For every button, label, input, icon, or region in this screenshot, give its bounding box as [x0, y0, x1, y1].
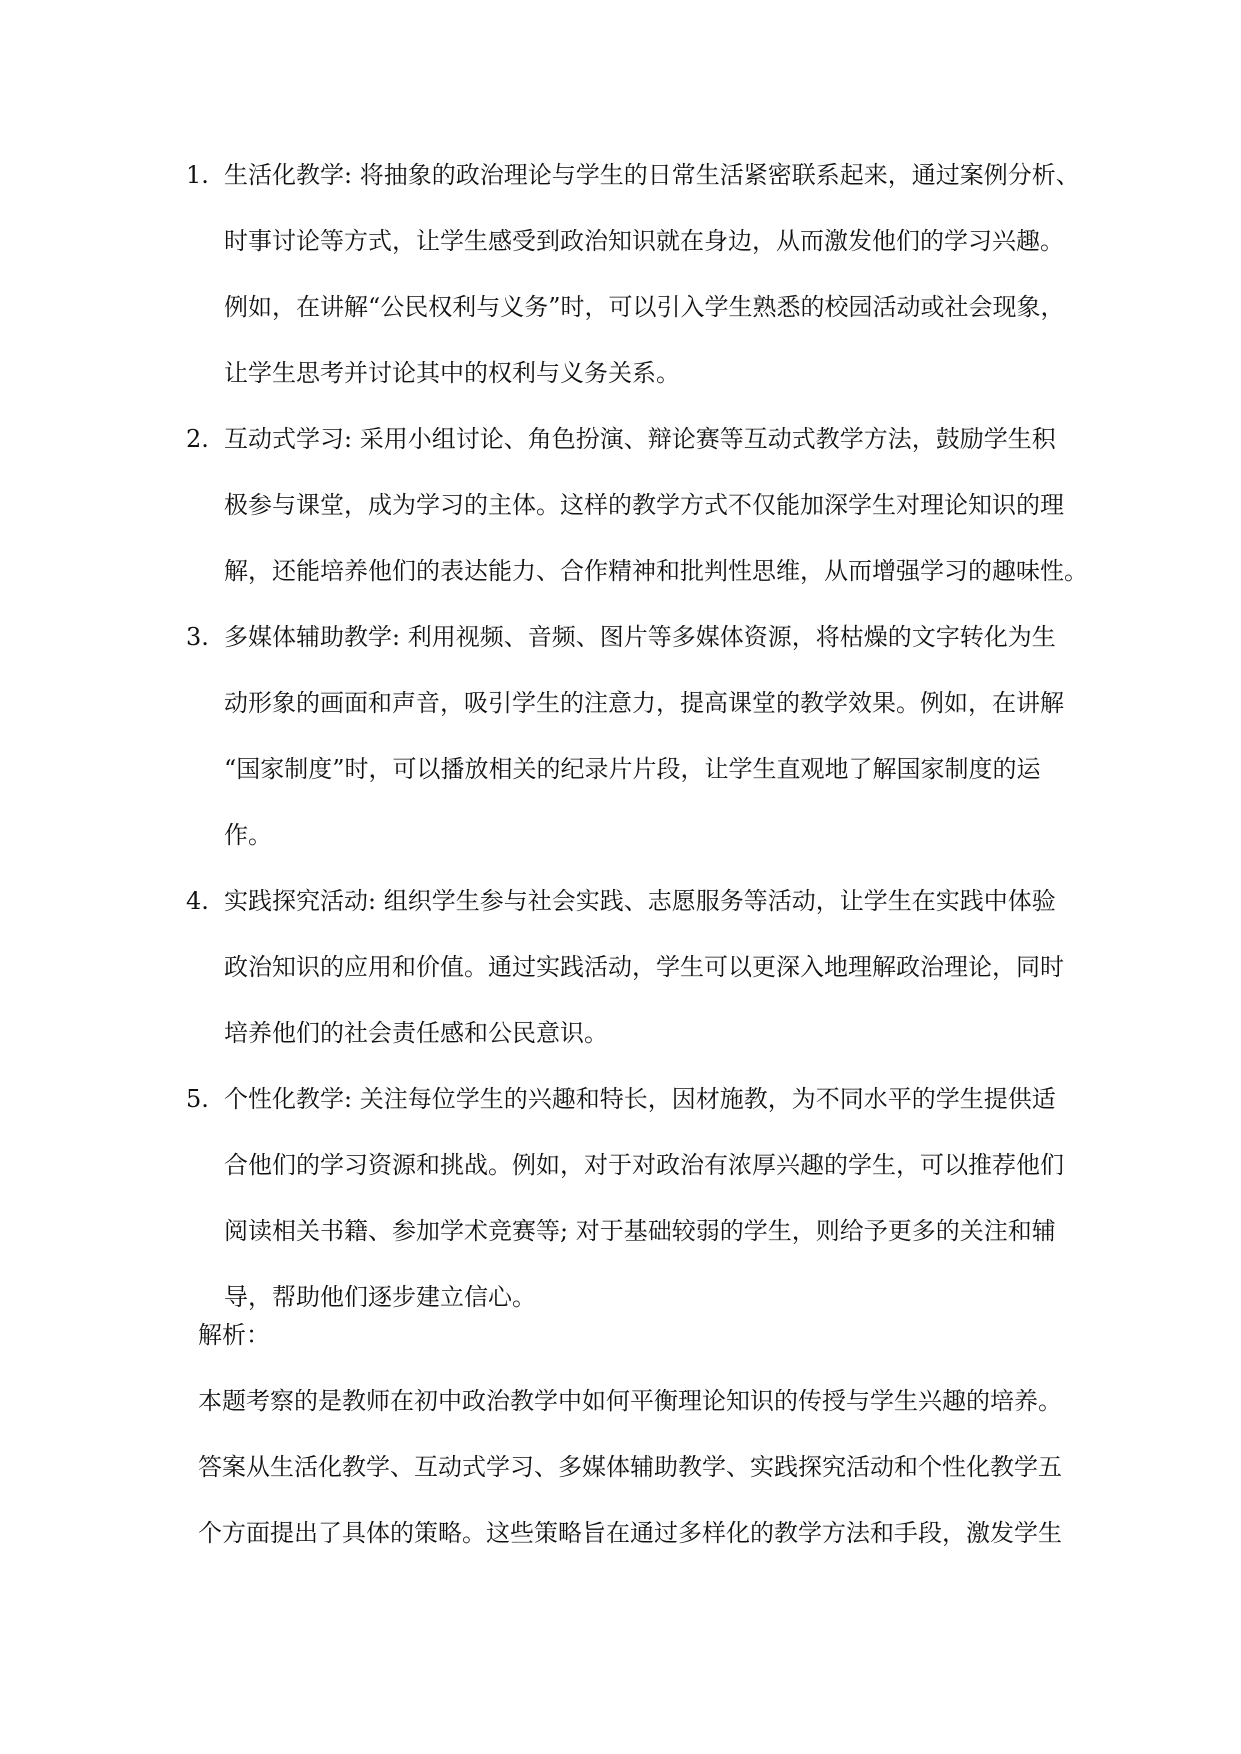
text-line: 政治知识的应用和价值。通过实践活动，学生可以更深入地理解政治理论，同时 [224, 953, 1064, 981]
list-number: 3. [186, 623, 209, 651]
text-line: 阅读相关书籍、参加学术竞赛等; 对于基础较弱的学生，则给予更多的关注和辅 [224, 1217, 1056, 1245]
list-number: 4. [186, 887, 209, 915]
list-item-text [224, 604, 1086, 868]
analysis-heading: 解析： [198, 1321, 270, 1349]
text-line: “国家制度”时，可以播放相关的纪录片片段，让学生直观地了解国家制度的运 [224, 755, 1041, 783]
text-line: 时事讨论等方式，让学生感受到政治知识就在身边，从而激发他们的学习兴趣。 [224, 227, 1064, 255]
list-item-text [224, 868, 1086, 1066]
text-line: 多媒体辅助教学: 利用视频、音频、图片等多媒体资源，将枯燥的文字转化为生 [224, 623, 1056, 651]
analysis-section [198, 1302, 1118, 1566]
list-item-text [224, 142, 1086, 406]
list-number: 2. [186, 425, 209, 453]
text-line: 个性化教学: 关注每位学生的兴趣和特长，因材施教，为不同水平的学生提供适 [224, 1085, 1056, 1113]
text-line: 作。 [224, 821, 272, 849]
strategy-list [186, 142, 1086, 1330]
list-number: 1. [186, 161, 209, 189]
analysis-line: 答案从生活化教学、互动式学习、多媒体辅助教学、实践探究活动和个性化教学五 [198, 1453, 1062, 1481]
list-item-text [224, 1066, 1086, 1330]
text-line: 互动式学习: 采用小组讨论、角色扮演、辩论赛等互动式教学方法，鼓励学生积 [224, 425, 1056, 453]
list-item-text [224, 406, 1088, 604]
text-line: 动形象的画面和声音，吸引学生的注意力，提高课堂的教学效果。例如，在讲解 [224, 689, 1064, 717]
analysis-line: 个方面提出了具体的策略。这些策略旨在通过多样化的教学方法和手段，激发学生 [198, 1519, 1062, 1547]
list-item [186, 142, 1086, 406]
list-item [186, 868, 1086, 1066]
text-line: 生活化教学: 将抽象的政治理论与学生的日常生活紧密联系起来，通过案例分析、 [224, 161, 1080, 189]
text-line: 实践探究活动: 组织学生参与社会实践、志愿服务等活动，让学生在实践中体验 [224, 887, 1056, 915]
list-item [186, 406, 1086, 604]
text-line: 让学生思考并讨论其中的权利与义务关系。 [224, 359, 680, 387]
text-line: 导，帮助他们逐步建立信心。 [224, 1283, 536, 1311]
text-line: 极参与课堂，成为学习的主体。这样的教学方式不仅能加深学生对理论知识的理 [224, 491, 1064, 519]
list-item [186, 604, 1086, 868]
text-line: 培养他们的社会责任感和公民意识。 [224, 1019, 608, 1047]
text-line: 例如，在讲解“公民权利与义务”时，可以引入学生熟悉的校园活动或社会现象， [224, 293, 1065, 321]
text-line: 解，还能培养他们的表达能力、合作精神和批判性思维，从而增强学习的趣味性。 [224, 557, 1088, 585]
list-item [186, 1066, 1086, 1330]
list-number: 5. [186, 1085, 209, 1113]
analysis-line: 本题考察的是教师在初中政治教学中如何平衡理论知识的传授与学生兴趣的培养。 [198, 1387, 1062, 1415]
text-line: 合他们的学习资源和挑战。例如，对于对政治有浓厚兴趣的学生，可以推荐他们 [224, 1151, 1064, 1179]
